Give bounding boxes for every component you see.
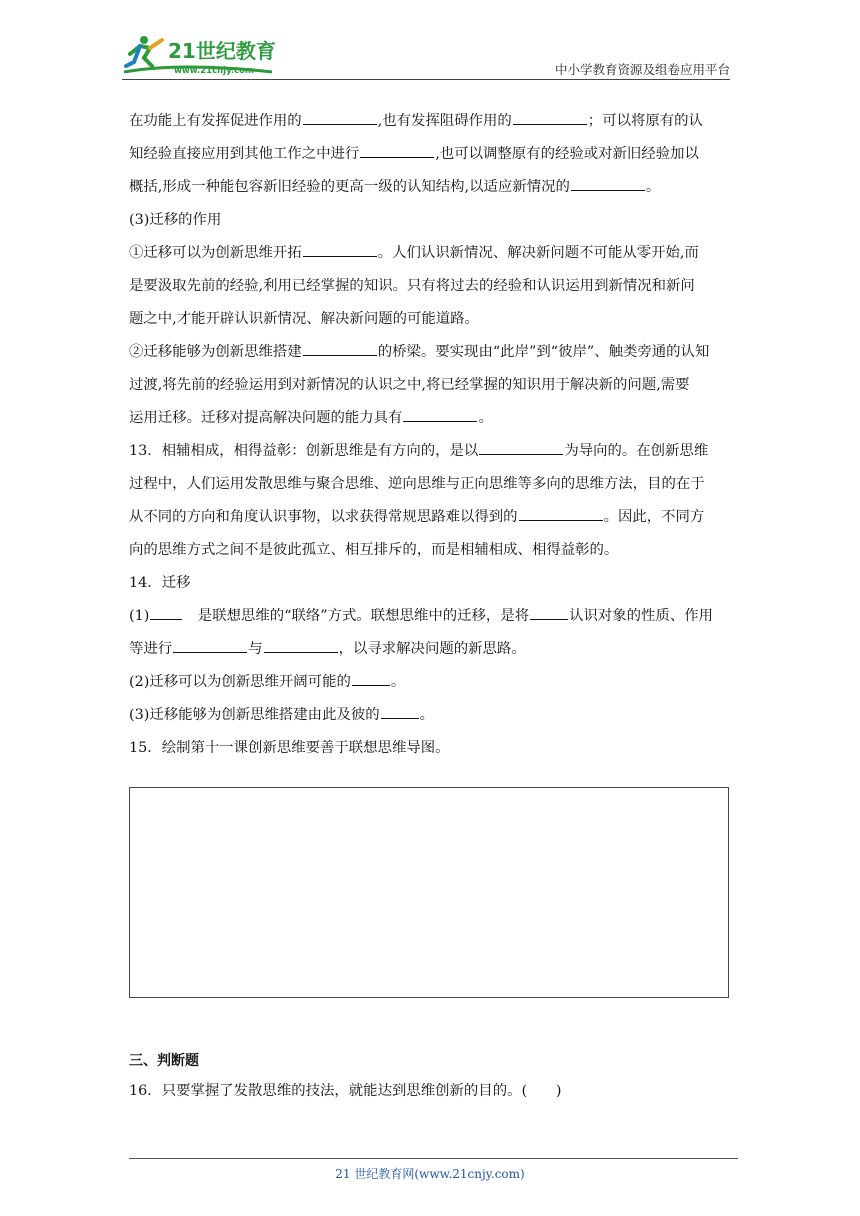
section-title: 三、判断题 <box>129 1053 199 1069</box>
text-line: 过渡,将先前的经验运用到对新情况的认识之中,将已经掌握的知识用于解决新的问题,需要 <box>129 377 690 393</box>
answer-blank[interactable] <box>303 110 377 125</box>
text-line: 题之中,才能开辟认识新情况、解决新问题的可能道路。 <box>129 311 479 327</box>
logo-text: 21世纪教育 <box>168 39 276 63</box>
text-line: ①迁移可以为创新思维开拓 。人们认识新情况、解决新问题不可能从零开始,而 <box>129 237 739 270</box>
text-line: (1) 是联想思维的“联络”方式。联想思维中的迁移，是将 认识对象的性质、作用 <box>129 600 739 633</box>
text-line: 运用迁移。迁移对提高解决问题的能力具有 。 <box>129 402 739 435</box>
page-header <box>122 30 730 80</box>
runner-icon <box>126 36 162 66</box>
text-line: 概括,形成一种能包容新旧经验的更高一级的认知结构,以适应新情况的 。 <box>129 171 739 204</box>
text-line: (2)迁移可以为创新思维开阔可能的 。 <box>129 666 739 699</box>
question-16: 16．只要掌握了发散思维的技法，就能达到思维创新的目的。( ) <box>129 1083 562 1099</box>
document-body <box>129 105 739 765</box>
answer-blank[interactable] <box>352 671 390 686</box>
text-line: (3)迁移能够为创新思维搭建由此及彼的 。 <box>129 699 739 732</box>
answer-blank[interactable] <box>173 638 247 653</box>
mind-map-answer-box[interactable] <box>129 787 729 998</box>
text-line: 等进行 与 ，以寻求解决问题的新思路。 <box>129 633 739 666</box>
answer-blank[interactable] <box>381 704 419 719</box>
text-line: 是要汲取先前的经验,利用已经掌握的知识。只有将过去的经验和认识运用到新情况和新问 <box>129 278 695 294</box>
logo-url: www.21cnjy.com <box>174 66 254 76</box>
text-line: 向的思维方式之间不是彼此孤立、相互排斥的，而是相辅相成、相得益彰的。 <box>129 542 619 558</box>
answer-blank[interactable] <box>150 605 182 620</box>
answer-blank[interactable] <box>360 143 434 158</box>
text-line: 过程中，人们运用发散思维与聚合思维、逆向思维与正向思维等多向的思维方法，目的在于 <box>129 476 705 492</box>
answer-blank[interactable] <box>571 176 645 191</box>
answer-blank[interactable] <box>479 440 563 455</box>
answer-blank[interactable] <box>264 638 338 653</box>
footer-text: 21 世纪教育网(www.21cnjy.com) <box>335 1167 525 1181</box>
question-13: 13．相辅相成，相得益彰：创新思维是有方向的，是以 为导向的。在创新思维 <box>129 435 739 468</box>
text-line: 从不同的方向和角度认识事物，以求获得常规思路难以得到的 。因此，不同方 <box>129 501 739 534</box>
section-judgment <box>129 1045 739 1104</box>
header-divider <box>122 79 730 80</box>
answer-blank[interactable] <box>303 242 377 257</box>
answer-blank[interactable] <box>513 110 587 125</box>
subheading: (3)迁移的作用 <box>129 212 222 228</box>
question-14: 14．迁移 <box>129 575 191 591</box>
answer-blank[interactable] <box>303 341 377 356</box>
answer-blank[interactable] <box>530 605 568 620</box>
answer-blank[interactable] <box>519 506 603 521</box>
text-line: 在功能上有发挥促进作用的 ,也有发挥阻碍作用的 ；可以将原有的认 <box>129 105 739 138</box>
footer-divider <box>129 1158 738 1159</box>
text-line: ②迁移能够为创新思维搭建 的桥梁。要实现由“此岸”到“彼岸”、触类旁通的认知 <box>129 336 739 369</box>
answer-blank[interactable] <box>403 407 477 422</box>
text-line: 知经验直接应用到其他工作之中进行 ,也可以调整原有的经验或对新旧经验加以 <box>129 138 739 171</box>
site-name: 中小学教育资源及组卷应用平台 <box>554 62 730 77</box>
logo-21cnjy <box>122 32 292 78</box>
question-15: 15．绘制第十一课创新思维要善于联想思维导图。 <box>129 740 450 756</box>
